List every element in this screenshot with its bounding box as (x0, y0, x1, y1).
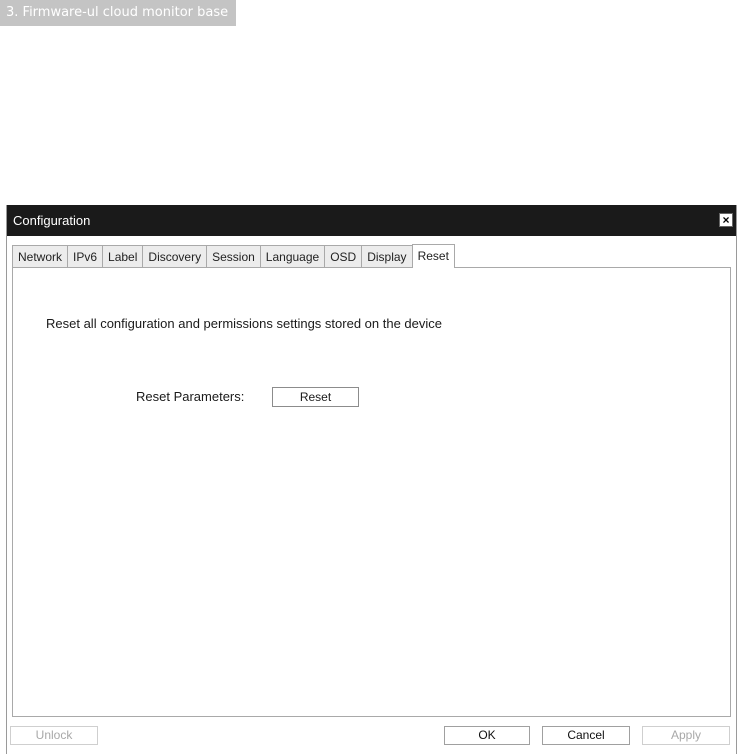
configuration-dialog (6, 205, 737, 754)
tab-reset[interactable]: Reset (412, 244, 455, 268)
tab-session[interactable]: Session (206, 245, 261, 268)
tab-network[interactable]: Network (12, 245, 68, 268)
image-caption: 3. Firmware-ul cloud monitor base (0, 0, 236, 26)
reset-button[interactable]: Reset (272, 387, 359, 407)
tab-language[interactable]: Language (260, 245, 325, 268)
ok-button[interactable]: OK (444, 726, 530, 745)
apply-button[interactable]: Apply (642, 726, 730, 745)
reset-description: Reset all configuration and permissions settings stored on the device (46, 316, 442, 331)
tab-label[interactable]: Label (102, 245, 143, 268)
unlock-button[interactable]: Unlock (10, 726, 98, 745)
tab-osd[interactable]: OSD (324, 245, 362, 268)
close-icon[interactable]: × (719, 213, 733, 227)
reset-tab-panel (12, 267, 731, 717)
tab-display[interactable]: Display (361, 245, 412, 268)
tab-discovery[interactable]: Discovery (142, 245, 207, 268)
tab-strip (12, 245, 454, 268)
cancel-button[interactable]: Cancel (542, 726, 630, 745)
dialog-title: Configuration (13, 213, 91, 228)
tab-ipv6[interactable]: IPv6 (67, 245, 103, 268)
title-bar (7, 205, 736, 236)
reset-parameters-label: Reset Parameters: (136, 389, 245, 404)
